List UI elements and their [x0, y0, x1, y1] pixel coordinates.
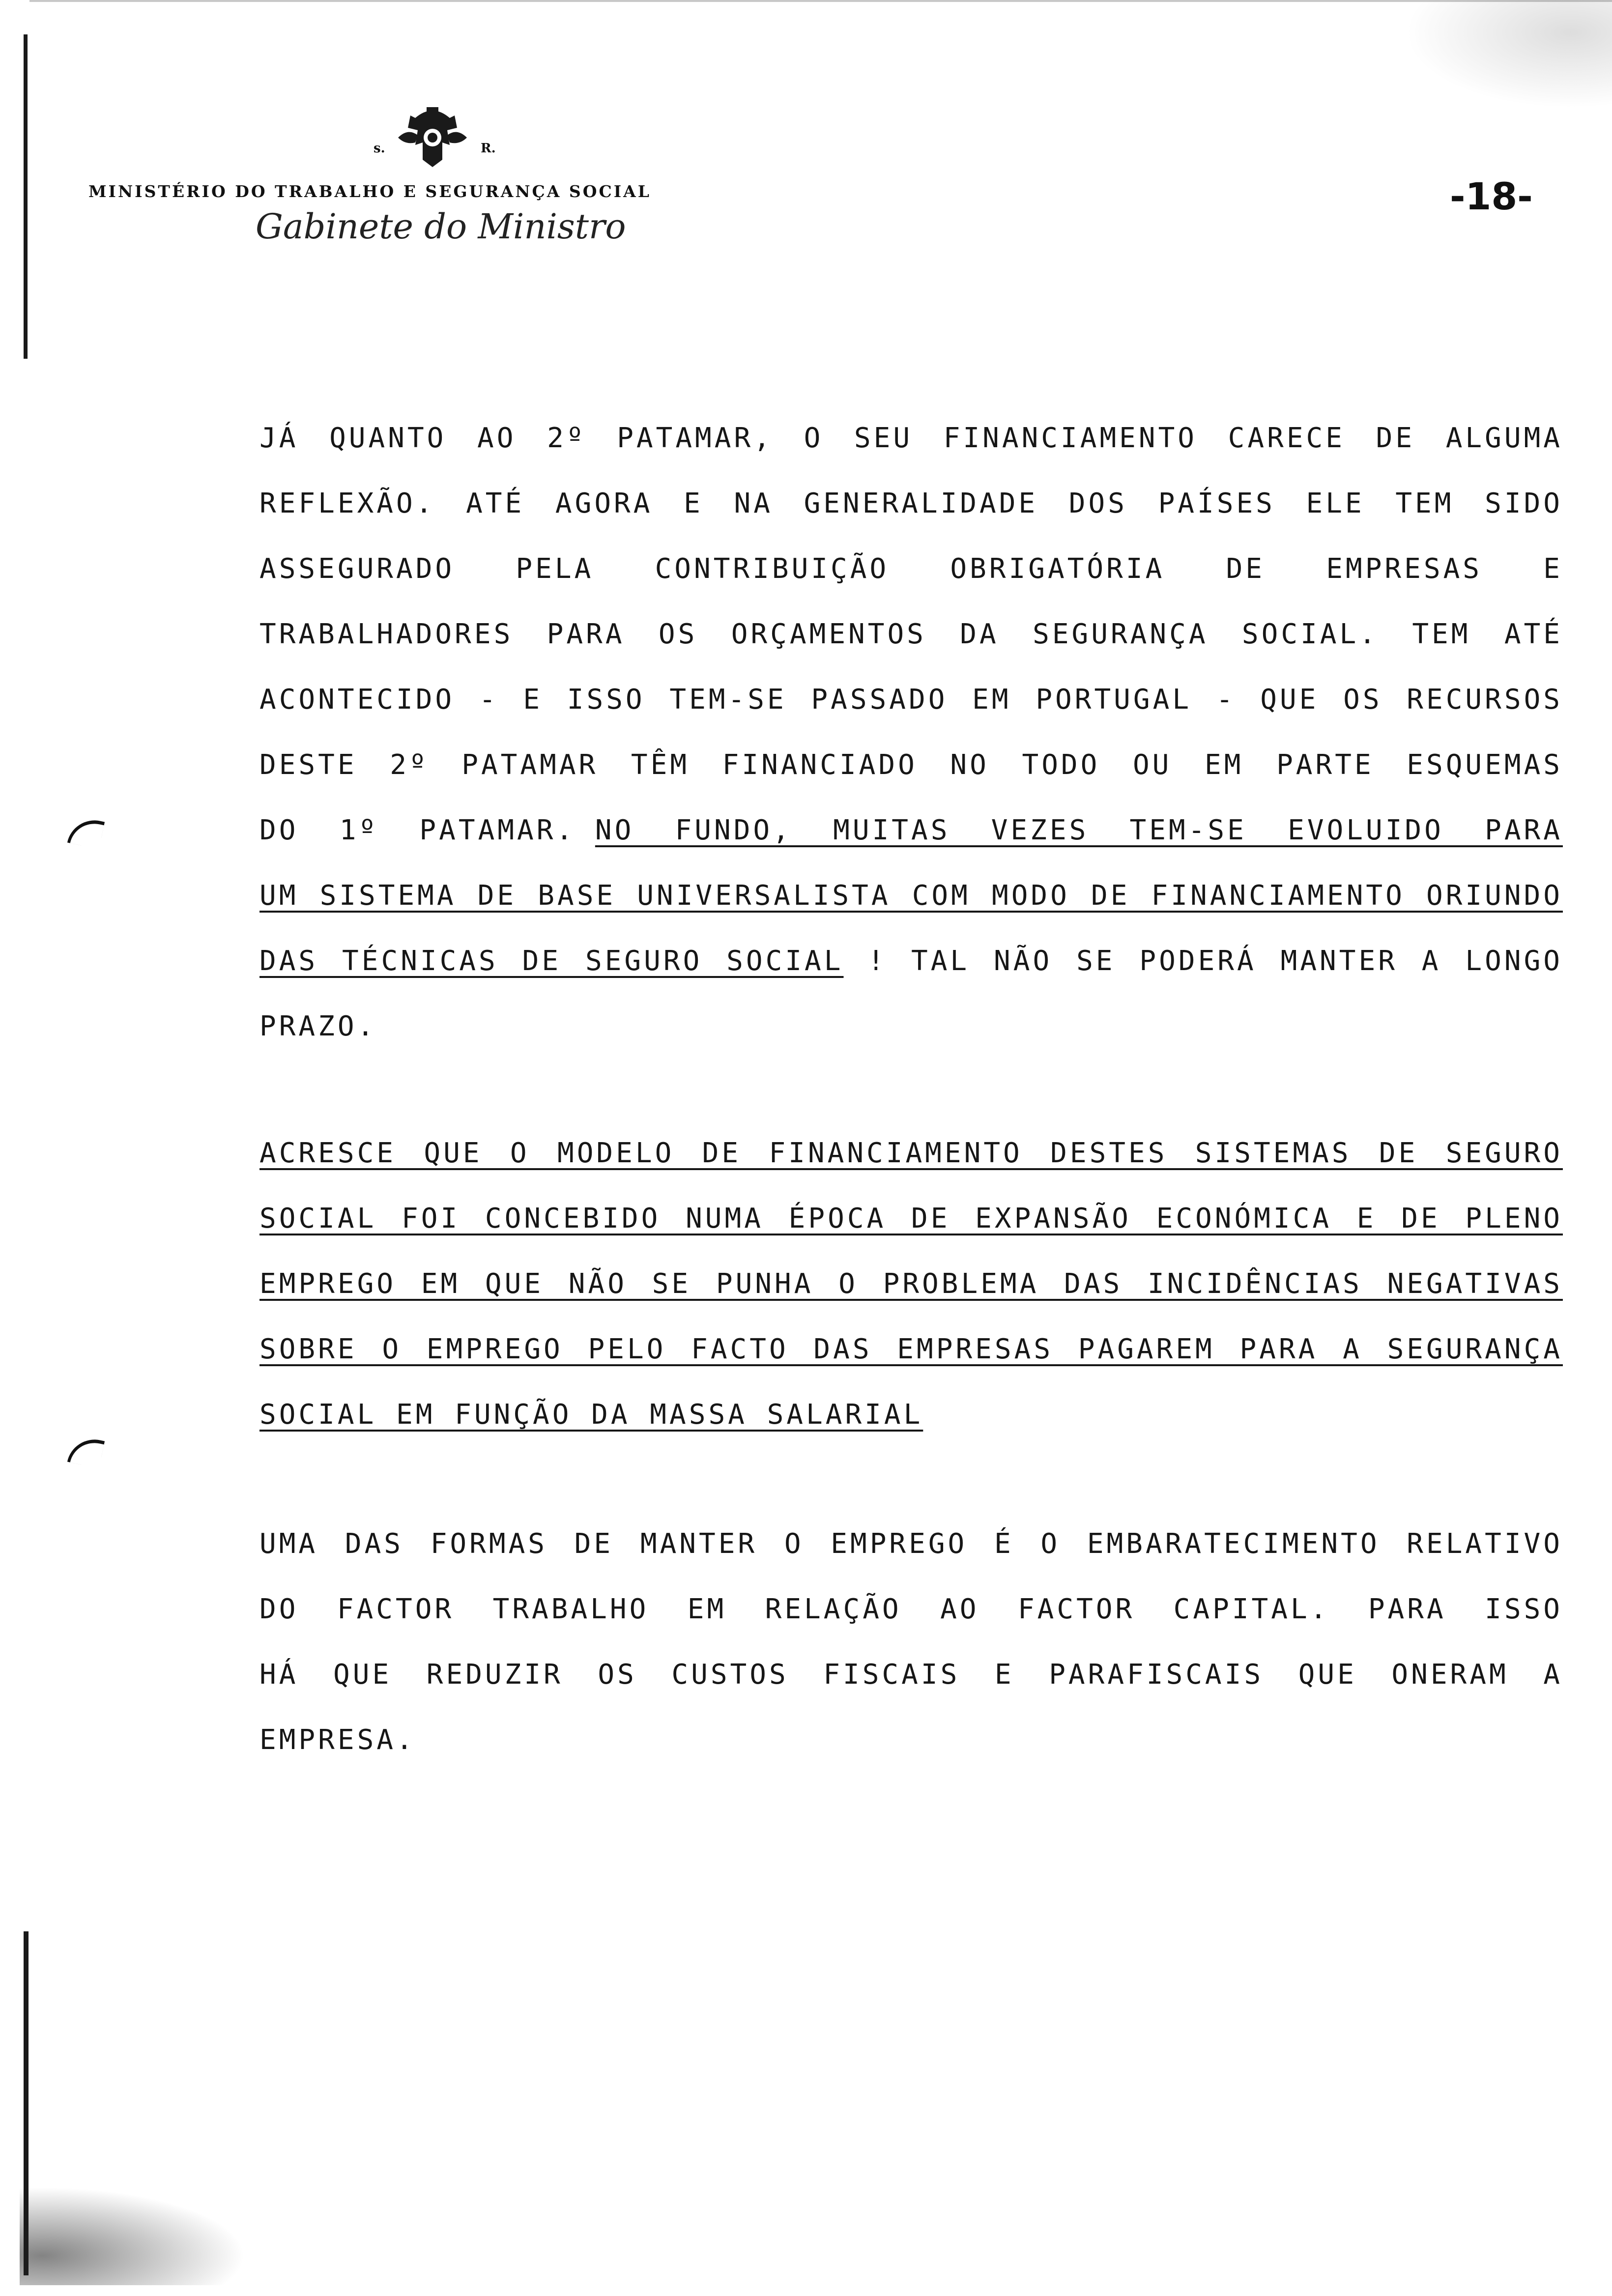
underlined-text: NO FUNDO, MUITAS VEZES TEM-SE EVOLUIDO PARA — [595, 814, 1563, 846]
plain-text: ! TAL NÃO SE PODERÁ MANTER A LONGO — [867, 945, 1563, 977]
page-number: -18- — [1450, 174, 1533, 218]
text-line — [259, 863, 1563, 928]
text-line-mixed — [259, 798, 1563, 863]
text-line: REFLEXÃO. ATÉ AGORA E NA GENERALIDADE DOS PAÍSES ELE TEM SIDO — [259, 488, 1563, 519]
scan-corner-noise — [1406, 0, 1612, 108]
text-line — [259, 1120, 1563, 1186]
scan-top-edge — [29, 0, 1612, 2]
text-line — [259, 1317, 1563, 1382]
text-line — [259, 1186, 1563, 1251]
letterhead — [88, 98, 801, 265]
text-line: HÁ QUE REDUZIR OS CUSTOS FISCAIS E PARAFISCAIS QUE ONERAM A — [259, 1659, 1563, 1691]
text-line: TRABALHADORES PARA OS ORÇAMENTOS DA SEGURANÇA SOCIAL. TEM ATÉ — [259, 618, 1563, 650]
scan-left-edge-upper — [24, 34, 28, 359]
cabinet-signature-line: Gabinete do Ministro — [256, 206, 626, 247]
plain-text: DO 1º PATAMAR. — [259, 814, 576, 846]
underlined-text: DAS TÉCNICAS DE SEGURO SOCIAL — [259, 945, 844, 977]
paragraph-2 — [259, 1120, 1563, 1447]
text-line: UMA DAS FORMAS DE MANTER O EMPREGO É O EMBARATECIMENTO RELATIVO — [259, 1528, 1563, 1560]
ministry-name: MINISTÉRIO DO TRABALHO E SEGURANÇA SOCIAL — [88, 182, 651, 201]
paragraph-3 — [259, 1511, 1563, 1773]
scan-smudge — [20, 2187, 246, 2285]
paragraph-1 — [259, 405, 1563, 1059]
margin-mark-upper — [67, 815, 105, 849]
text-line: EMPRESA. — [259, 1724, 416, 1756]
seal-initial-right: R. — [481, 141, 496, 156]
text-line: ACONTECIDO - E ISSO TEM-SE PASSADO EM PORTUGAL - QUE OS RECURSOS — [259, 684, 1563, 716]
margin-mark-lower — [67, 1435, 105, 1468]
text-line: DESTE 2º PATAMAR TÊM FINANCIADO NO TODO OU EM PARTE ESQUEMAS — [259, 749, 1563, 781]
underlined-text: UM SISTEMA DE BASE UNIVERSALISTA COM MODO DE FINANCIAMENTO ORIUNDO — [259, 880, 1563, 912]
text-line: PRAZO. — [259, 1010, 377, 1042]
underlined-text: ACRESCE QUE O MODELO DE FINANCIAMENTO DESTES SISTEMAS DE SEGURO — [259, 1137, 1563, 1169]
text-line — [259, 1251, 1563, 1317]
underlined-text: SOBRE O EMPREGO PELO FACTO DAS EMPRESAS PAGAREM PARA A SEGURANÇA — [259, 1333, 1563, 1365]
text-line: ASSEGURADO PELA CONTRIBUIÇÃO OBRIGATÓRIA DE EMPRESAS E — [259, 553, 1563, 585]
text-line: DO FACTOR TRABALHO EM RELAÇÃO AO FACTOR CAPITAL. PARA ISSO — [259, 1593, 1563, 1625]
coat-of-arms-seal — [369, 98, 496, 177]
text-line-mixed — [259, 928, 1563, 994]
underlined-text: EMPREGO EM QUE NÃO SE PUNHA O PROBLEMA DAS INCIDÊNCIAS NEGATIVAS — [259, 1268, 1563, 1300]
text-line — [259, 1382, 1563, 1447]
underlined-text: SOCIAL EM FUNÇÃO DA MASSA SALARIAL — [259, 1399, 923, 1431]
text-line: JÁ QUANTO AO 2º PATAMAR, O SEU FINANCIAMENTO CARECE DE ALGUMA — [259, 422, 1563, 454]
seal-initial-left: s. — [374, 141, 385, 156]
underlined-text: SOCIAL FOI CONCEBIDO NUMA ÉPOCA DE EXPANSÃO ECONÓMICA E DE PLENO — [259, 1203, 1563, 1234]
